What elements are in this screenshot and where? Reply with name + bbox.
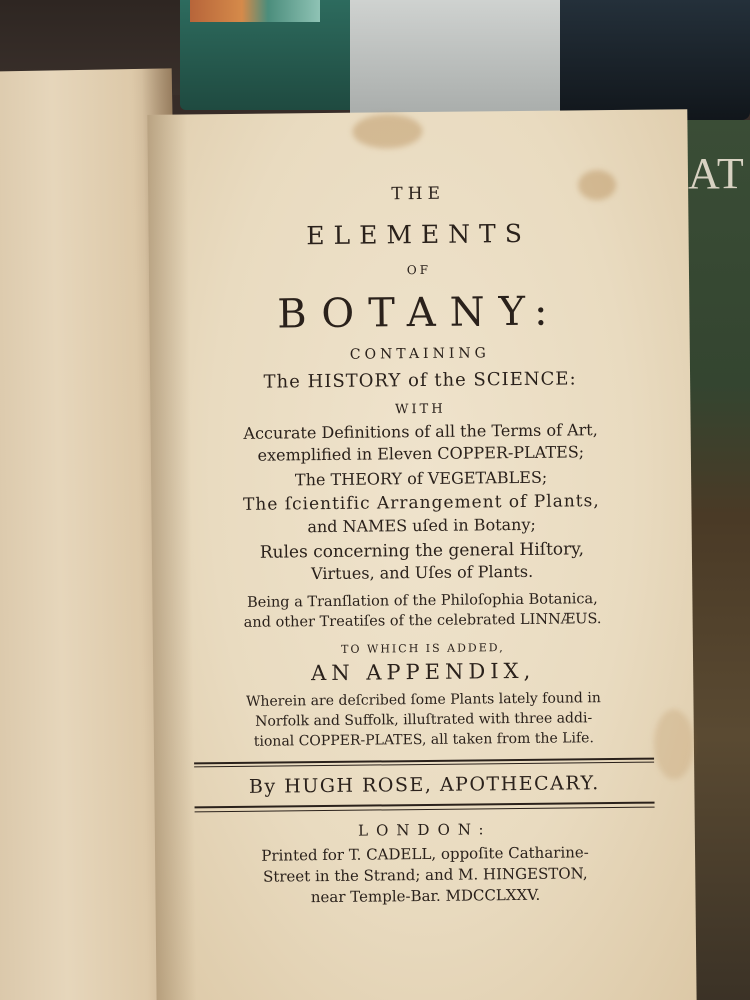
appendix-line: tional COPPER-PLATES, all taken from the Life. <box>253 730 594 750</box>
foxing-stain <box>654 709 695 779</box>
title-elements: ELEMENTS <box>306 218 532 251</box>
background-teal-box-lid <box>190 0 320 22</box>
added-line: TO WHICH IS ADDED, <box>341 641 505 656</box>
contents-line: Virtues, and Uſes of Plants. <box>310 561 534 584</box>
imprint-line: Street in the Strand; and M. HINGESTON, <box>262 864 588 886</box>
subtitle-containing: CONTAINING <box>349 345 490 363</box>
subtitle-history: The HISTORY of the SCIENCE: <box>263 368 577 393</box>
translation-line: and other Treatiſes of the celebrated LINNÆUS. <box>243 611 602 631</box>
appendix-line: Norfolk and Suffolk, illuſtrated with three addi- <box>255 710 593 730</box>
title-botany: BOTANY: <box>277 288 562 338</box>
contents-line: and NAMES uſed in Botany; <box>307 514 536 537</box>
background-black-object <box>560 0 750 120</box>
appendix-line: Wherein are deſcribed ſome Plants lately found in <box>245 690 601 710</box>
imprint-line: Printed for T. CADELL, oppoſite Catharine- <box>261 843 589 865</box>
title-the: THE <box>391 183 446 205</box>
foxing-stain <box>352 114 422 149</box>
contents-line: Rules concerning the general Hiſtory, <box>259 539 585 563</box>
title-page <box>147 109 696 1000</box>
title-of: OF <box>406 262 432 278</box>
translation-line: Being a Tranſlation of the Philoſophia Botanica, <box>246 591 598 611</box>
contents-line: Accurate Definitions of all the Terms of Art, <box>243 420 598 443</box>
imprint-line: near Temple-Bar. MDCCLXXV. <box>310 885 541 907</box>
background-book-title: AT <box>688 149 746 198</box>
subtitle-with: WITH <box>395 401 446 418</box>
contents-line: The THEORY of VEGETABLES; <box>294 467 548 490</box>
contents-line: exemplified in Eleven COPPER-PLATES; <box>257 442 585 465</box>
author-line: By HUGH ROSE, APOTHECARY. <box>248 772 600 798</box>
contents-line: The ſcientific Arrangement of Plants, <box>242 491 600 515</box>
imprint-city: LONDON: <box>358 820 492 840</box>
background-white-object <box>350 0 560 115</box>
appendix-heading: AN APPENDIX, <box>310 658 536 686</box>
